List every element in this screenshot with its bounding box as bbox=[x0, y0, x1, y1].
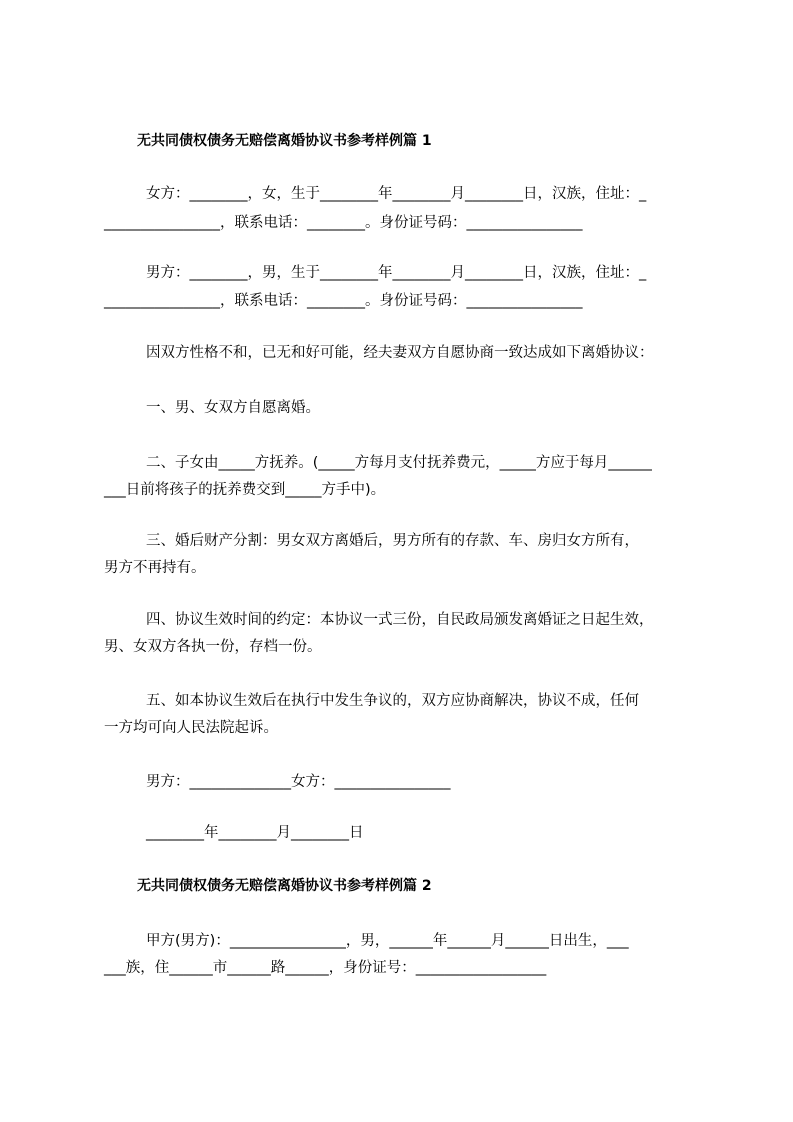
male-info-line2: ________________，联系电话：________。身份证号码：________________ bbox=[104, 293, 583, 309]
section1-title: 无共同债权债务无赔偿离婚协议书参考样例篇 1 bbox=[137, 133, 432, 149]
clause-5-line1: 五、如本协议生效后在执行中发生争议的，双方应协商解决，协议不成，任何 bbox=[146, 693, 639, 709]
clause-1: 一、男、女双方自愿离婚。 bbox=[146, 400, 320, 416]
date-line: ________年________月________日 bbox=[146, 825, 364, 841]
male-info-line1: 男方：________，男，生于________年________月________日，汉族，住址：_ bbox=[146, 265, 647, 281]
female-info-line2: ________________，联系电话：________。身份证号码：________________ bbox=[104, 215, 583, 231]
party-a-line2: ___族，住______市______路______，身份证号：__________________ bbox=[104, 960, 547, 976]
section2-title: 无共同债权债务无赔偿离婚协议书参考样例篇 2 bbox=[137, 878, 432, 894]
female-info-line1: 女方：________，女，生于________年________月________日，汉族，住址：_ bbox=[146, 186, 647, 202]
signature-line: 男方：______________女方：________________ bbox=[146, 774, 451, 790]
clause-3-line1: 三、婚后财产分割：男女双方离婚后，男方所有的存款、车、房归女方所有， bbox=[146, 533, 639, 549]
clause-4-line1: 四、协议生效时间的约定：本协议一式三份，自民政局颁发离婚证之日起生效， bbox=[146, 612, 654, 628]
clause-2-line1: 二、子女由_____方抚养。(_____方每月支付抚养费元，_____方应于每月______ bbox=[146, 455, 652, 471]
clause-4-line2: 男、女双方各执一份，存档一份。 bbox=[104, 639, 322, 655]
party-a-line1: 甲方(男方)：________________，男，______年______月______日出生，___ bbox=[146, 933, 629, 949]
intro-paragraph: 因双方性格不和，已无和好可能，经夫妻双方自愿协商一致达成如下离婚协议： bbox=[146, 345, 654, 361]
clause-2-line2: ___日前将孩子的抚养费交到_____方手中)。 bbox=[104, 482, 386, 498]
clause-5-line2: 一方均可向人民法院起诉。 bbox=[104, 720, 278, 736]
clause-3-line2: 男方不再持有。 bbox=[104, 560, 206, 576]
